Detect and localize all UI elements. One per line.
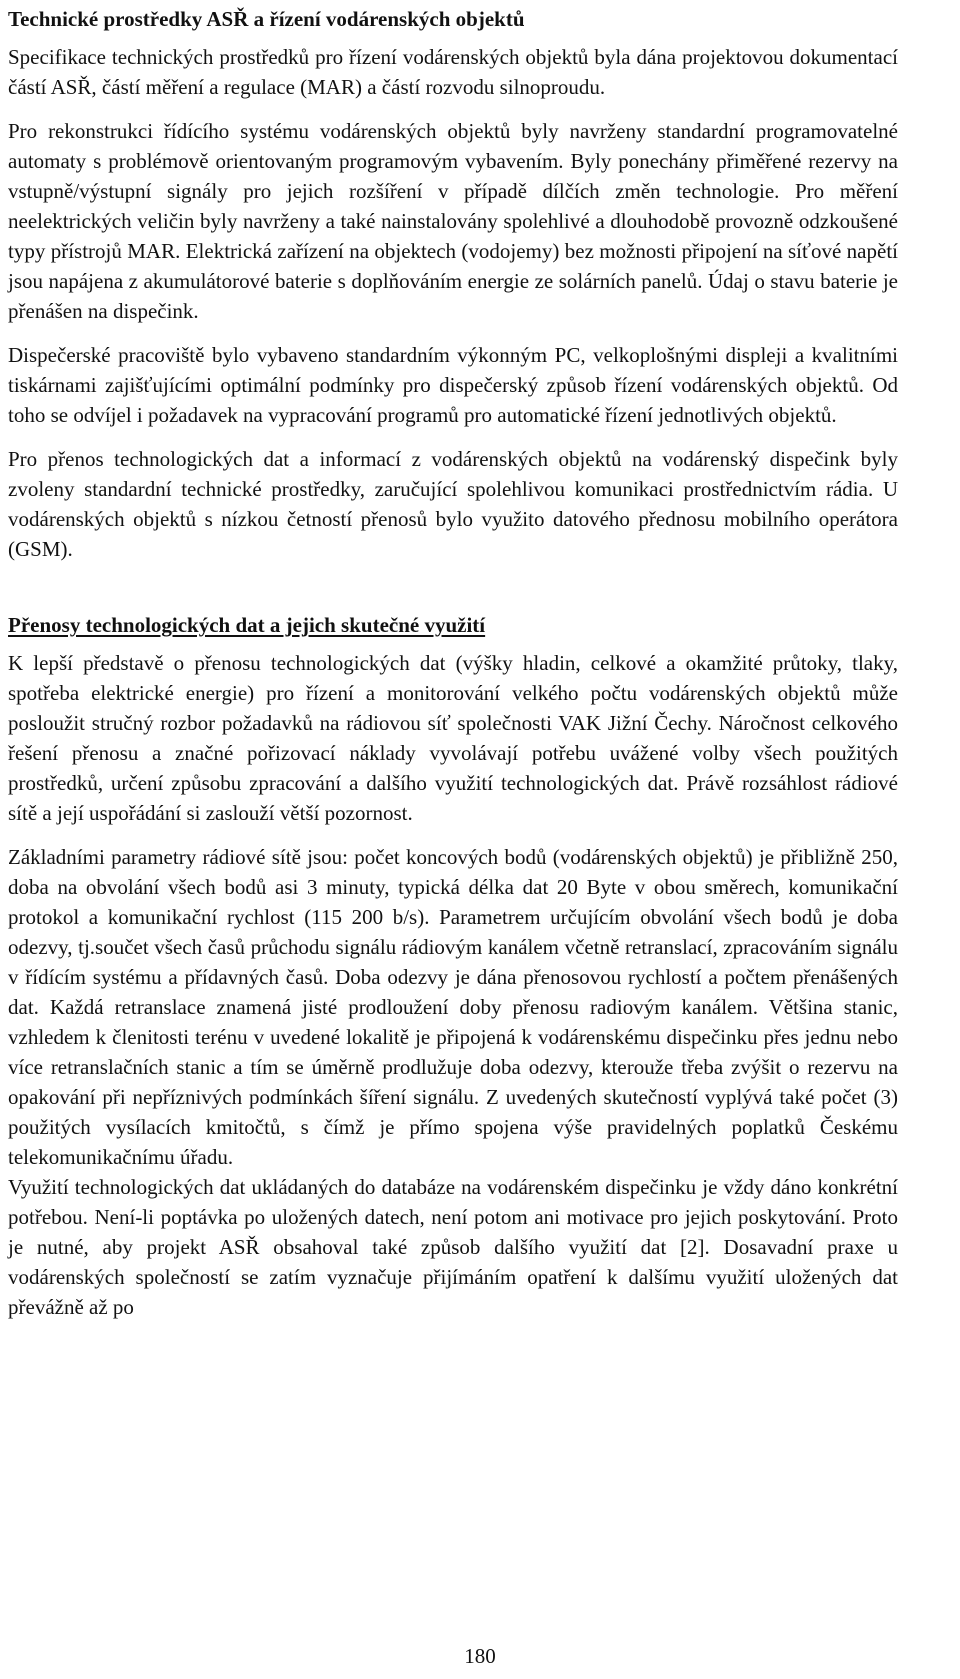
section-heading-technical-means: Technické prostředky ASŘ a řízení vodárenských objektů <box>8 7 525 31</box>
paragraph-radio-network-parameters: Základními parametry rádiové sítě jsou: počet koncových bodů (vodárenských objektů) je přibližně 250, doba na obvolání všech bodů asi 3 minuty, typická délka dat 20 Byte v obou směrech, komunikační protokol a komunikační rychlost (115 200 b/s). Parametrem určujícím obvolání všech bodů je doba odezvy, tj.součet všech časů průchodu signálu rádiovým kanálem včetně retranslací, zpracováním signálu v řídícím systému a přídavných časů. Doba odezvy je dána přenosovou rychlostí a počtem přenášených dat. Každá retranslace znamená jisté prodloužení doby přenosu radiovým kanálem. Většina stanic, vzhledem k členitosti terénu v uvedené lokalitě je připojená k vodárenskému dispečinku přes jednu nebo více retranslačních stanic a tím se úměrně prodlužuje doba odezvy, kterouže třeba zvýšit o rezervu na opakování při nepříznivých podmínkách šíření signálu. Z uvedených skutečností vyplývá také počet (3) použitých vysílacích kmitočtů, s čímž je přímo spojena výše pravidelných poplatků Českému telekomunikačnímu úřadu. <box>8 845 898 1169</box>
spacer <box>8 326 898 340</box>
spacer <box>8 828 898 842</box>
spacer <box>8 640 898 648</box>
paragraph-data-usage: Využití technologických dat ukládaných do databáze na vodárenském dispečinku je vždy dáno konkrétní potřebou. Není-li poptávka po uložených datech, není potom ani motivace pro jejich poskytování. Proto je nutné, aby projekt ASŘ obsahoval také způsob dalšího využití dat [2]. Dosavadní praxe u vodárenských společností se zatím vyznačuje přijímáním opatření k dalšímu využití uložených dat převážně až po <box>8 1175 898 1319</box>
spacer <box>8 564 898 610</box>
spacer <box>8 102 898 116</box>
paragraph-specification: Specifikace technických prostředků pro řízení vodárenských objektů byla dána projektovou dokumentací částí ASŘ, částí měření a regulace (MAR) a částí rozvodu silnoproudu. <box>8 45 898 99</box>
paragraph-data-transfer: Pro přenos technologických dat a informací z vodárenských objektů na vodárenský dispečink byly zvoleny standardní technické prostředky, zaručující spolehlivou komunikaci prostřednictvím rádia. U vodárenských objektů s nízkou četností přenosů bylo využito datového přednosu mobilního operátora (GSM). <box>8 447 898 561</box>
spacer <box>8 34 898 42</box>
paragraph-radio-network-overview: K lepší představě o přenosu technologických dat (výšky hladin, celkové a okamžité průtoky, tlaky, spotřeba elektrické energie) pro řízení a monitorování velkého počtu vodárenských objektů může posloužit stručný rozbor požadavků na rádiovou síť společnosti VAK Jižní Čechy. Náročnost celkového řešení přenosu a značné pořizovací náklady vyvolávají potřebu uvážené volby všech použitých prostředků, určení způsobu zpracování a dalšího využití technologických dat. Právě rozsáhlost rádiové sítě a její uspořádání si zaslouží větší pozornost. <box>8 651 898 825</box>
section-heading-data-transfers: Přenosy technologických dat a jejich skutečné využití <box>8 613 486 637</box>
page-number: 180 <box>464 1644 496 1668</box>
spacer <box>8 430 898 444</box>
document-page <box>8 4 898 1322</box>
paragraph-reconstruction: Pro rekonstrukci řídícího systému vodárenských objektů byly navrženy standardní programovatelné automaty s problémově orientovaným programovým vybavením. Byly ponechány přiměřené rezervy na vstupně/výstupní signály pro jejich rozšíření v případě dílčích změn technologie. Pro měření neelektrických veličin byly navrženy a také nainstalovány spolehlivé a dlouhodobě provozně odzkoušené typy přístrojů MAR. Elektrická zařízení na objektech (vodojemy) bez možnosti připojení na síťové napětí jsou napájena z akumulátorové baterie s doplňováním energie ze solárních panelů. Údaj o stavu baterie je přenášen na dispečink. <box>8 119 898 323</box>
paragraph-dispatch-workplace: Dispečerské pracoviště bylo vybaveno standardním výkonným PC, velkoplošnými displeji a kvalitními tiskárnami zajišťujícími optimální podmínky pro dispečerský způsob řízení vodárenských objektů. Od toho se odvíjel i požadavek na vypracování programů pro automatické řízení jednotlivých objektů. <box>8 343 898 427</box>
